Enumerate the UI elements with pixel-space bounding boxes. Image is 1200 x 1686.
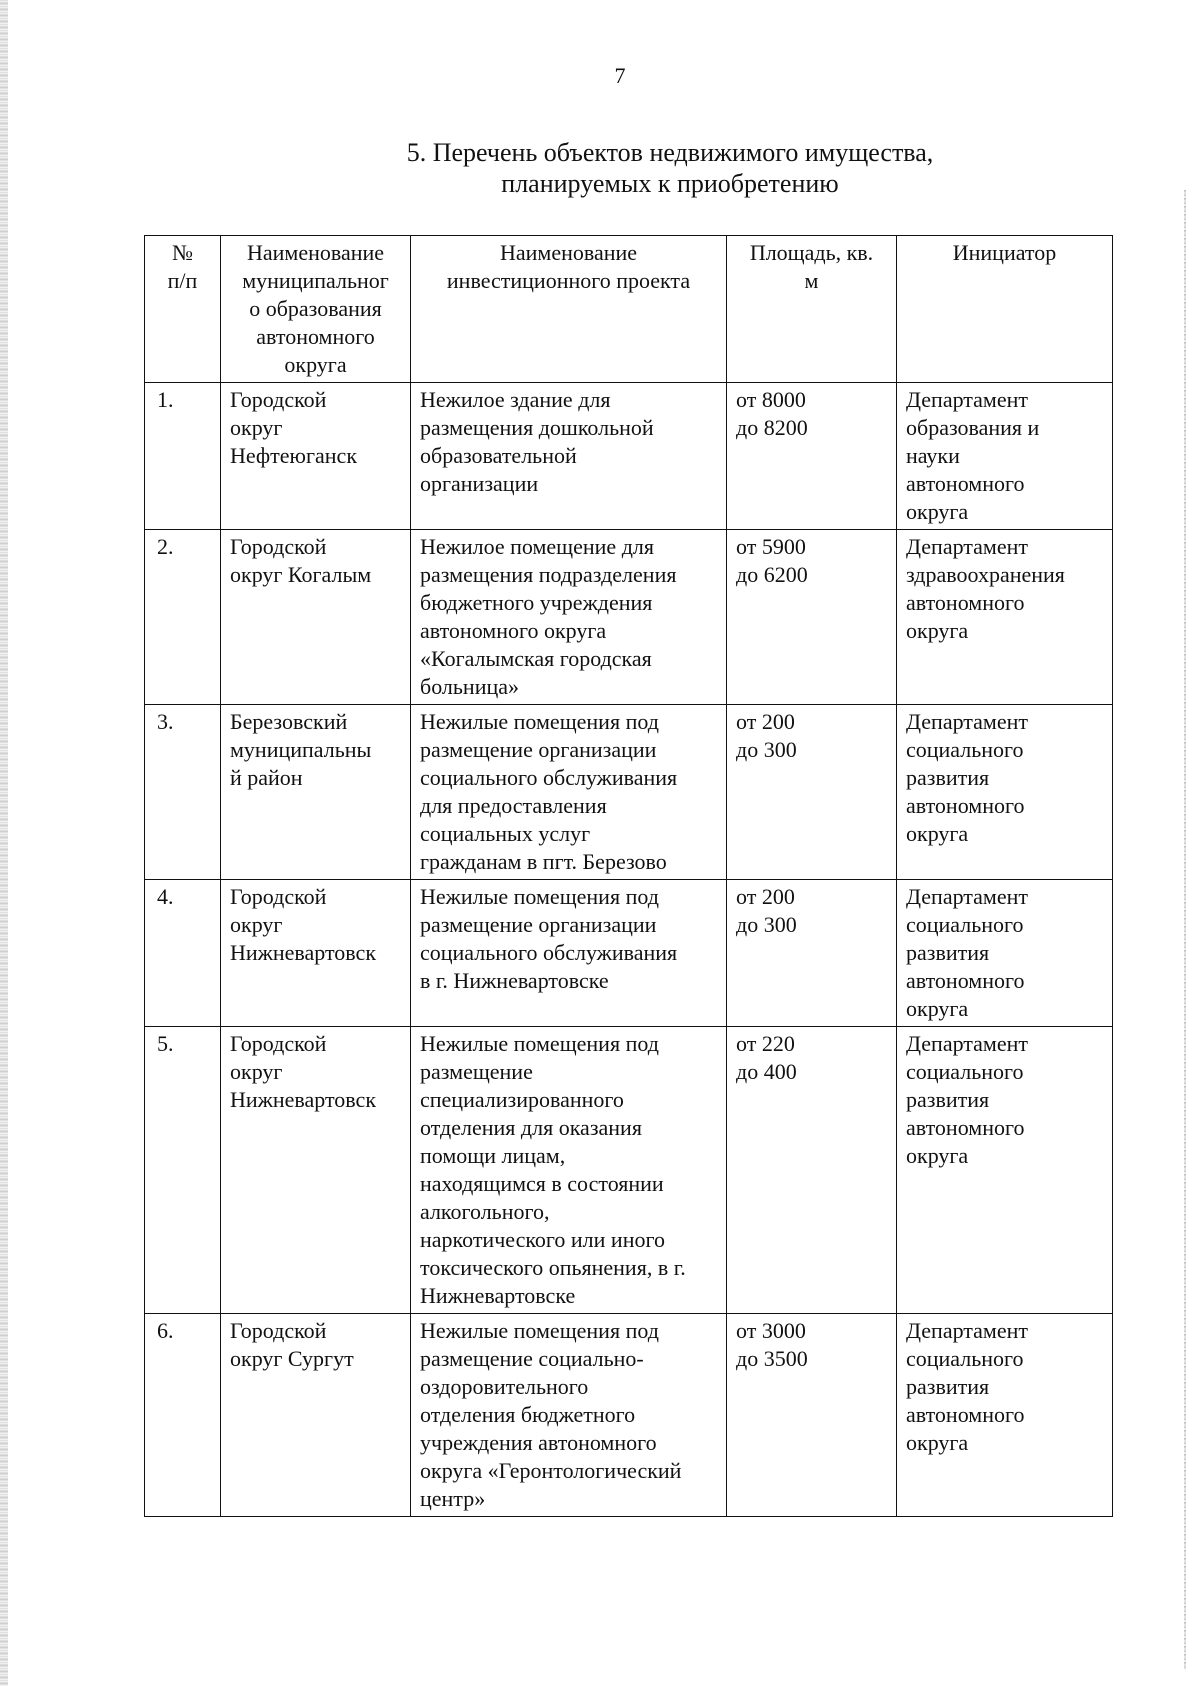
row-initiator: Департамент социального развития автономного округа [897,880,1113,1027]
table-row [145,530,1113,705]
row-area: от 200 до 300 [727,705,897,880]
document-title-line-2: планируемых к приобретению [501,169,839,198]
row-number: 5. [145,1027,221,1314]
row-initiator: Департамент социального развития автономного округа [897,1027,1113,1314]
row-initiator: Департамент образования и науки автономного округа [897,383,1113,530]
row-number: 3. [145,705,221,880]
row-number: 6. [145,1314,221,1517]
row-area: от 3000 до 3500 [727,1314,897,1517]
table-row [145,1027,1113,1314]
property-objects-table [144,235,1113,1517]
row-area: от 220 до 400 [727,1027,897,1314]
row-municipality: Городской округ Нефтеюганск [221,383,411,530]
row-municipality: Березовский муниципальны й район [221,705,411,880]
document-title [300,137,1040,199]
header-area: Площадь, кв. м [727,236,897,383]
row-project: Нежилые помещения под размещение социально- оздоровительного отделения бюджетного учреждения автономного округа «Геронтологический центр» [411,1314,727,1517]
scan-edge-right [1184,190,1186,1670]
row-initiator: Департамент социального развития автономного округа [897,705,1113,880]
table-row [145,383,1113,530]
row-number: 1. [145,383,221,530]
scan-edge-left [0,0,8,1686]
row-area: от 5900 до 6200 [727,530,897,705]
row-project: Нежилые помещения под размещение специализированного отделения для оказания помощи лицам, находящимся в состоянии алкогольного, наркотического или иного токсического опьянения, в г. Нижневартовске [411,1027,727,1314]
row-initiator: Департамент здравоохранения автономного округа [897,530,1113,705]
row-municipality: Городской округ Нижневартовск [221,880,411,1027]
row-project: Нежилые помещения под размещение организации социального обслуживания в г. Нижневартовске [411,880,727,1027]
table-row [145,880,1113,1027]
row-number: 4. [145,880,221,1027]
table-row [145,1314,1113,1517]
header-project: Наименование инвестиционного проекта [411,236,727,383]
table-row [145,705,1113,880]
row-initiator: Департамент социального развития автономного округа [897,1314,1113,1517]
row-number: 2. [145,530,221,705]
row-municipality: Городской округ Когалым [221,530,411,705]
row-municipality: Городской округ Сургут [221,1314,411,1517]
row-project: Нежилое здание для размещения дошкольной образовательной организации [411,383,727,530]
table-header-row [145,236,1113,383]
row-municipality: Городской округ Нижневартовск [221,1027,411,1314]
row-project: Нежилое помещение для размещения подразделения бюджетного учреждения автономного округа «Когалымская городская больница» [411,530,727,705]
header-initiator: Инициатор [897,236,1113,383]
row-project: Нежилые помещения под размещение организации социального обслуживания для предоставления социальных услуг гражданам в пгт. Березово [411,705,727,880]
header-municipality: Наименование муниципальног о образования автономного округа [221,236,411,383]
header-number: № п/п [145,236,221,383]
page-number: 7 [614,63,626,88]
row-area: от 8000 до 8200 [727,383,897,530]
document-title-line-1: 5. Перечень объектов недвижимого имущества, [406,138,934,167]
row-area: от 200 до 300 [727,880,897,1027]
